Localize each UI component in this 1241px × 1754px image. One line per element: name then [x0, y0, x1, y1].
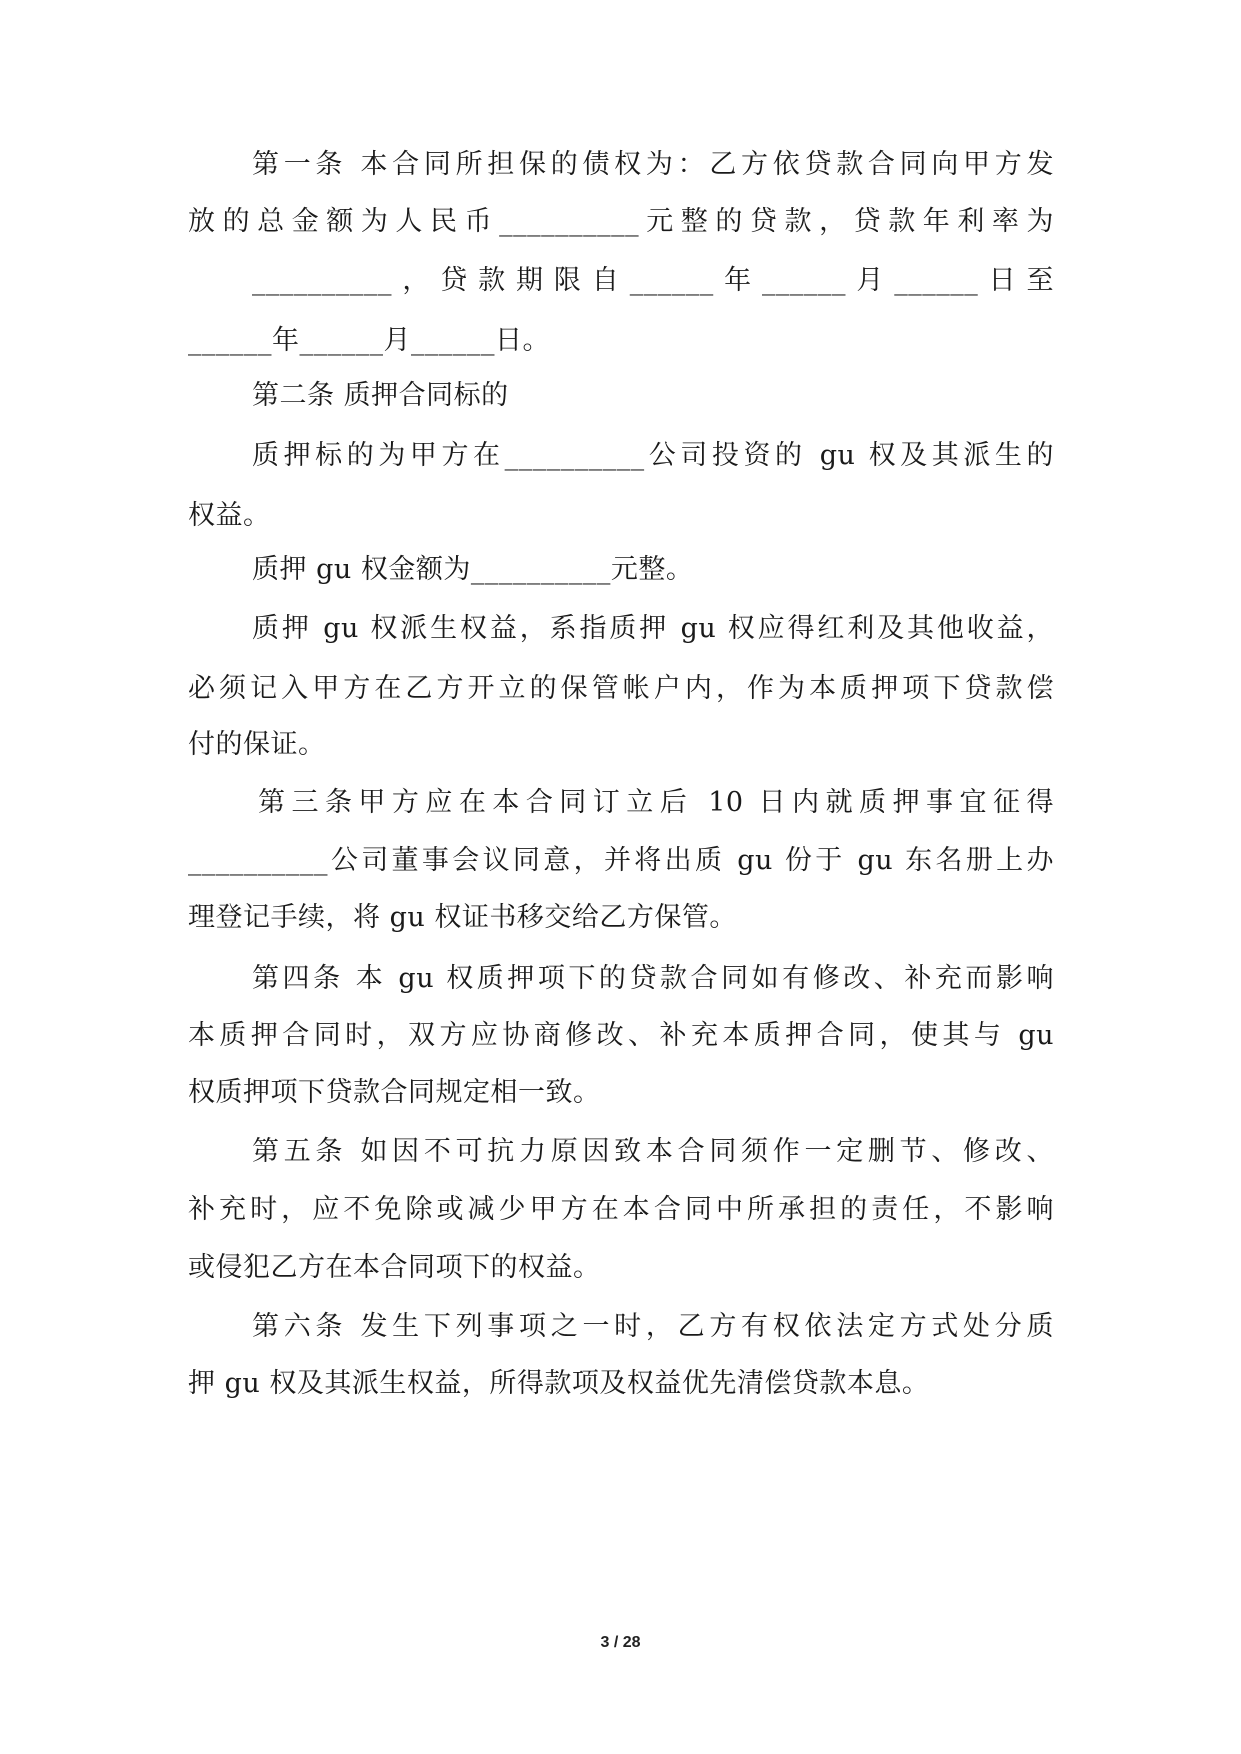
text-line: 放的总金额为人民币__________元整的贷款，贷款年利率为 [188, 206, 1054, 237]
text-line: 第三条甲方应在本合同订立后 10 日内就质押事宜征得 [258, 787, 1054, 818]
text-line: 第四条 本 gu 权质押项下的贷款合同如有修改、补充而影响 [252, 963, 1054, 994]
text-line: 第一条 本合同所担保的债权为：乙方依贷款合同向甲方发 [252, 149, 1054, 180]
text-line: __________，贷款期限自______年______月______日至 [252, 265, 1054, 296]
text-line: __________公司董事会议同意，并将出质 gu 份于 gu 东名册上办 [188, 845, 1054, 876]
text-line: 质押 gu 权金额为__________元整。 [252, 554, 694, 585]
text-line: 质押标的为甲方在__________公司投资的 gu 权及其派生的 [252, 440, 1054, 471]
text-line: 第六条 发生下列事项之一时，乙方有权依法定方式处分质 [252, 1311, 1054, 1342]
text-line: 补充时，应不免除或减少甲方在本合同中所承担的责任，不影响 [188, 1194, 1054, 1225]
text-line: 或侵犯乙方在本合同项下的权益。 [188, 1252, 601, 1283]
text-line: 权质押项下贷款合同规定相一致。 [188, 1077, 601, 1108]
text-line: ______年______月______日。 [188, 325, 550, 356]
text-line: 必须记入甲方在乙方开立的保管帐户内，作为本质押项下贷款偿 [188, 673, 1054, 704]
text-line: 第二条 质押合同标的 [252, 380, 509, 411]
text-line: 本质押合同时，双方应协商修改、补充本质押合同，使其与 gu [188, 1020, 1054, 1051]
page-number: 3 / 28 [600, 1634, 641, 1651]
text-line: 理登记手续，将 gu 权证书移交给乙方保管。 [188, 902, 737, 933]
text-line: 付的保证。 [188, 729, 326, 760]
text-line: 押 gu 权及其派生权益，所得款项及权益优先清偿贷款本息。 [188, 1368, 930, 1399]
text-line: 质押 gu 权派生权益，系指质押 gu 权应得红利及其他收益， [252, 613, 1054, 644]
text-line: 权益。 [188, 500, 271, 531]
text-line: 第五条 如因不可抗力原因致本合同须作一定删节、修改、 [252, 1136, 1054, 1167]
